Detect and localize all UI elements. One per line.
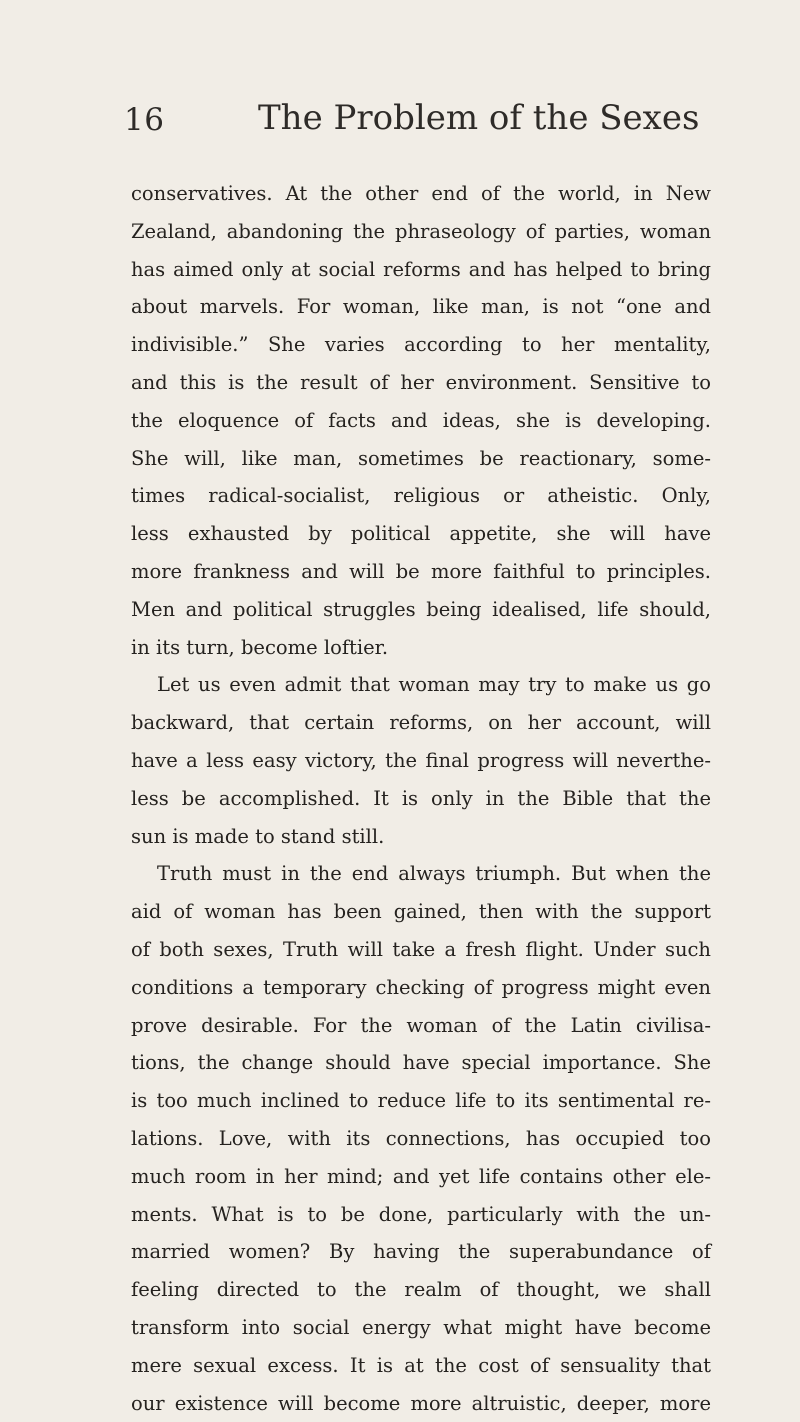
text-line: ments. What is to be done, particularly with the un- [131, 1196, 711, 1234]
running-title: The Problem of the Sexes [258, 98, 699, 138]
paragraph [131, 175, 711, 666]
paragraph [131, 666, 711, 855]
text-line: much room in her mind; and yet life contains other ele- [131, 1158, 711, 1196]
text-line: in its turn, become loftier. [131, 629, 711, 667]
text-line: more frankness and will be more faithful to principles. [131, 553, 711, 591]
text-line: Men and political struggles being idealised, life should, [131, 591, 711, 629]
paragraph [131, 855, 711, 1422]
text-line: Let us even admit that woman may try to make us go [131, 666, 711, 704]
text-line: about marvels. For woman, like man, is not “one and [131, 288, 711, 326]
text-line: conservatives. At the other end of the world, in New [131, 175, 711, 213]
text-line: our existence will become more altruistic, deeper, more [131, 1385, 711, 1422]
text-line: aid of woman has been gained, then with the support [131, 893, 711, 931]
text-line: sun is made to stand still. [131, 818, 711, 856]
text-line: times radical-socialist, religious or atheistic. Only, [131, 477, 711, 515]
page-number: 16 [124, 102, 164, 138]
text-line: has aimed only at social reforms and has helped to bring [131, 251, 711, 289]
text-line: married women? By having the superabundance of [131, 1233, 711, 1271]
text-line: She will, like man, sometimes be reactionary, some- [131, 440, 711, 478]
text-line: the eloquence of facts and ideas, she is developing. [131, 402, 711, 440]
text-line: Truth must in the end always triumph. But when the [131, 855, 711, 893]
text-line: indivisible.” She varies according to her mentality, [131, 326, 711, 364]
text-line: tions, the change should have special importance. She [131, 1044, 711, 1082]
body-text [131, 175, 711, 1422]
running-head [0, 98, 800, 158]
text-line: transform into social energy what might have become [131, 1309, 711, 1347]
text-line: conditions a temporary checking of progress might even [131, 969, 711, 1007]
text-line: backward, that certain reforms, on her account, will [131, 704, 711, 742]
text-line: have a less easy victory, the final progress will neverthe- [131, 742, 711, 780]
text-line: less exhausted by political appetite, she will have [131, 515, 711, 553]
text-line: of both sexes, Truth will take a fresh flight. Under such [131, 931, 711, 969]
text-line: is too much inclined to reduce life to its sentimental re- [131, 1082, 711, 1120]
text-line: less be accomplished. It is only in the Bible that the [131, 780, 711, 818]
text-line: prove desirable. For the woman of the Latin civilisa- [131, 1007, 711, 1045]
text-line: mere sexual excess. It is at the cost of sensuality that [131, 1347, 711, 1385]
text-line: Zealand, abandoning the phraseology of parties, woman [131, 213, 711, 251]
text-line: and this is the result of her environment. Sensitive to [131, 364, 711, 402]
text-line: lations. Love, with its connections, has occupied too [131, 1120, 711, 1158]
text-line: feeling directed to the realm of thought, we shall [131, 1271, 711, 1309]
